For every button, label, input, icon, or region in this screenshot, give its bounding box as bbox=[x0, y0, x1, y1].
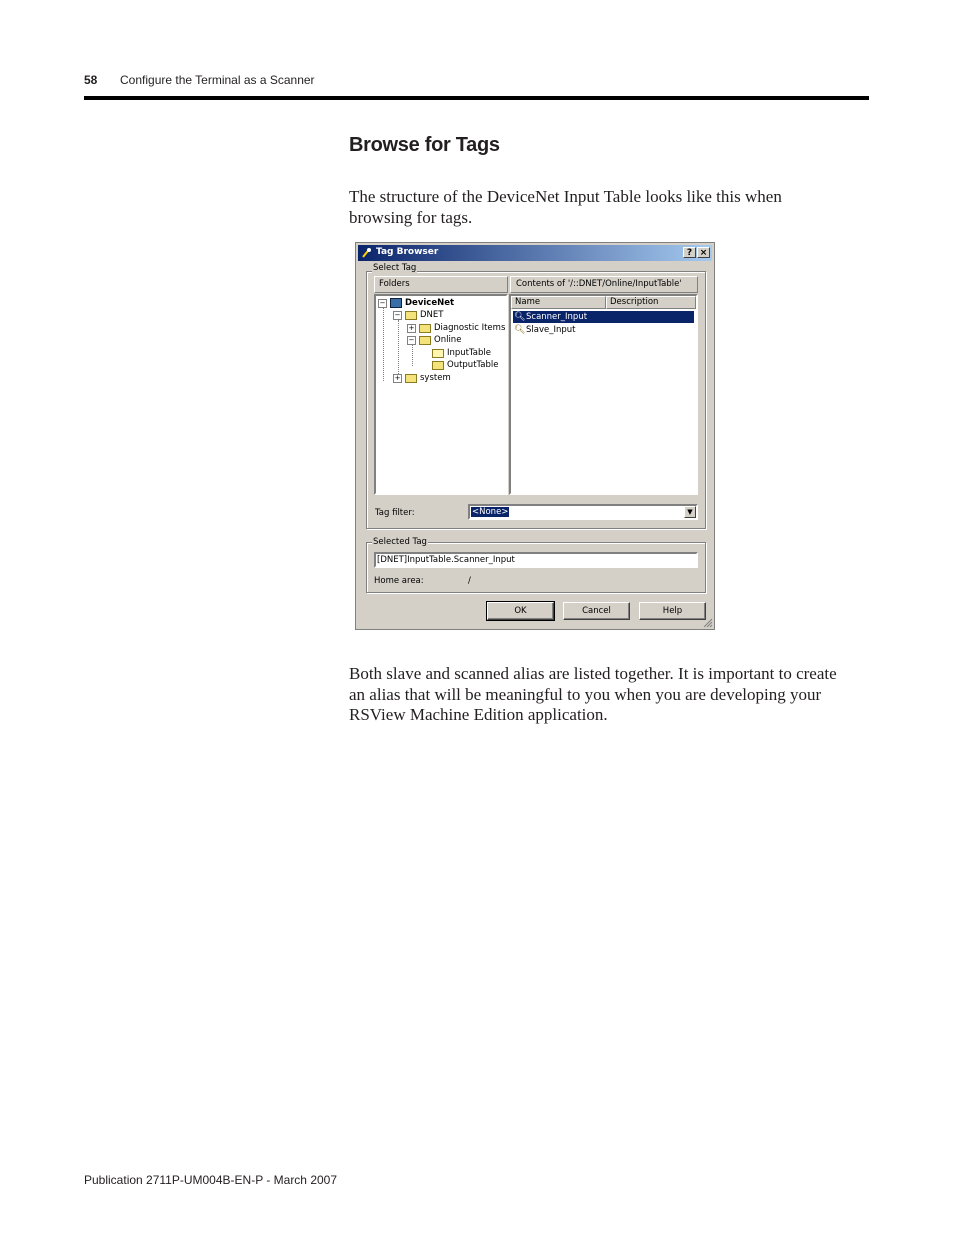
network-icon bbox=[390, 298, 402, 308]
collapse-icon[interactable]: − bbox=[394, 310, 401, 319]
folders-header: Folders bbox=[374, 276, 508, 293]
header-title: Configure the Terminal as a Scanner bbox=[120, 73, 315, 87]
title-bar[interactable] bbox=[358, 245, 712, 261]
header-rule bbox=[84, 96, 869, 100]
tree-item-devicenet[interactable] bbox=[378, 297, 454, 309]
contents-header: Contents of '/::DNET/Online/InputTable' bbox=[510, 276, 698, 293]
tree-item-label: DeviceNet bbox=[405, 298, 455, 308]
tag-filter-select[interactable] bbox=[468, 504, 698, 520]
tree-item-diagnostic-items[interactable] bbox=[407, 322, 505, 334]
outro-paragraph: Both slave and scanned alias are listed together. It is important to create an alias that will be meaningful to you when you are developing your RSView Machine Edition application. bbox=[349, 664, 837, 724]
dialog-title: Tag Browser bbox=[376, 247, 439, 257]
tree-item-inputtable[interactable] bbox=[432, 347, 491, 359]
tag-icon: 🔍︎ bbox=[514, 312, 526, 322]
folder-icon bbox=[405, 311, 417, 320]
page-number: 58 bbox=[84, 73, 98, 87]
tag-filter-value: <None> bbox=[472, 507, 509, 517]
folder-icon bbox=[419, 336, 431, 345]
tag-browser-dialog bbox=[355, 242, 715, 630]
open-folder-icon bbox=[432, 349, 444, 358]
select-tag-label: Select Tag bbox=[373, 263, 417, 273]
help-icon[interactable]: ? bbox=[683, 247, 696, 258]
tree-line bbox=[398, 320, 399, 380]
cancel-button[interactable]: Cancel bbox=[563, 602, 630, 620]
tree-item-label: system bbox=[420, 373, 451, 383]
tree-line bbox=[383, 307, 384, 381]
ok-button[interactable]: OK bbox=[487, 602, 554, 620]
tree-item-label: OutputTable bbox=[447, 360, 499, 370]
selected-tag-label: Selected Tag bbox=[373, 537, 427, 547]
tag-filter-label: Tag filter: bbox=[375, 508, 415, 518]
tag-list[interactable] bbox=[509, 294, 698, 495]
expand-icon[interactable]: + bbox=[408, 323, 415, 332]
tree-item-label: Online bbox=[434, 335, 462, 345]
folder-icon bbox=[405, 374, 417, 383]
folder-icon bbox=[432, 361, 444, 370]
close-icon[interactable]: × bbox=[697, 247, 710, 258]
tag-row-scanner-input[interactable] bbox=[513, 311, 694, 323]
help-button[interactable]: Help bbox=[639, 602, 706, 620]
tag-icon: 🔍︎ bbox=[514, 325, 526, 335]
chevron-down-icon[interactable]: ▼ bbox=[684, 506, 696, 518]
tree-item-dnet[interactable] bbox=[393, 309, 443, 321]
tree-item-online[interactable] bbox=[407, 334, 461, 346]
collapse-icon[interactable]: − bbox=[408, 335, 415, 344]
name-column-header[interactable]: Name bbox=[511, 296, 606, 309]
tree-item-outputtable[interactable] bbox=[432, 359, 499, 371]
folder-tree[interactable] bbox=[374, 294, 508, 495]
tag-row-slave-input[interactable] bbox=[513, 324, 694, 336]
tree-item-label: Diagnostic Items bbox=[434, 323, 506, 333]
home-area-value: / bbox=[468, 576, 471, 586]
expand-icon[interactable]: + bbox=[394, 373, 401, 382]
tree-item-label: InputTable bbox=[447, 348, 491, 358]
tree-line bbox=[412, 344, 413, 366]
folder-icon bbox=[419, 324, 431, 333]
tree-item-system[interactable] bbox=[393, 372, 451, 384]
tag-name: Scanner_Input bbox=[526, 312, 588, 322]
intro-paragraph: The structure of the DeviceNet Input Table looks like this when browsing for tags. bbox=[349, 187, 782, 227]
tree-item-label: DNET bbox=[420, 310, 444, 320]
tag-browser-icon bbox=[361, 247, 372, 258]
home-area-label: Home area: bbox=[374, 576, 424, 586]
page-footer: Publication 2711P-UM004B-EN-P - March 2007 bbox=[84, 1173, 338, 1187]
selected-tag-input[interactable]: [DNET]InputTable.Scanner_Input bbox=[374, 552, 698, 568]
collapse-icon[interactable]: − bbox=[379, 298, 386, 307]
description-column-header[interactable]: Description bbox=[606, 296, 696, 309]
tag-name: Slave_Input bbox=[526, 325, 576, 335]
section-heading: Browse for Tags bbox=[349, 134, 500, 156]
resize-grip-icon[interactable] bbox=[703, 618, 713, 628]
